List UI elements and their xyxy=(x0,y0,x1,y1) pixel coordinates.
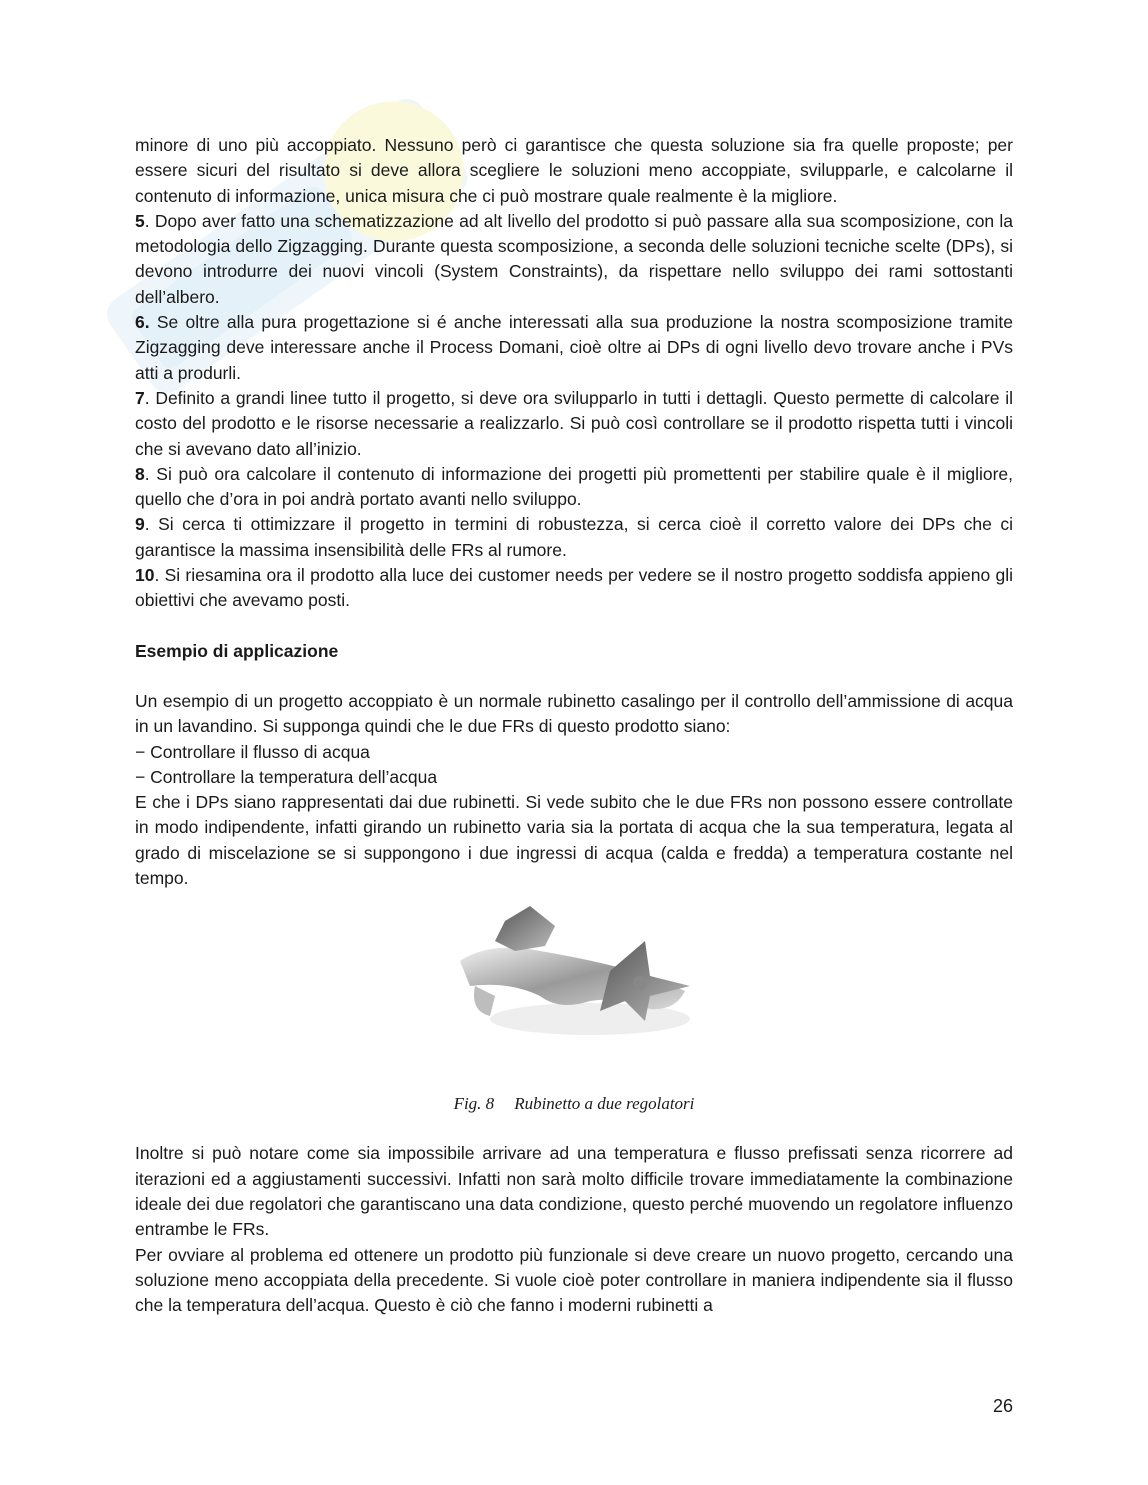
frs-list-item-2: − Controllare la temperatura dell’acqua xyxy=(135,766,438,787)
page-number: 26 xyxy=(992,1396,1013,1416)
example-after-list: E che i DPs siano rappresentati dai due rubinetti. Si vede subito che le due FRs non possono essere controllate in modo indipendente, infatti girando un rubinetto varia sia la portata di acqua che la sua temperatura, legata al grado di miscelazione se si suppongono i due ingressi di acqua (calda e fredda) a temperatura costante nel tempo. xyxy=(135,792,1013,889)
faucet-image xyxy=(450,901,700,1041)
frs-list-item-1: − Controllare il flusso di acqua xyxy=(135,741,370,762)
figure-label: Fig. 8 xyxy=(453,1094,495,1114)
paragraph-step-7: 7. Definito a grandi linee tutto il progetto, si deve ora svilupparlo in tutti i dettagli. Questo permette di calcolare il costo del prodotto e le risorse necessarie a realizzarlo. Si può così controllare se il prodotto rispetta tutti i vincoli che si avevano dato all’inizio. xyxy=(135,387,1013,459)
paragraph-step-6: 6. Se oltre alla pura progettazione si é anche interessati alla sua produzione la nostra scomposizione tramite Zigzagging deve interessare anche il Process Domani, cioè oltre ai DPs di ogni livello devo trovare anche i PVs atti a produrli. xyxy=(135,312,1013,383)
paragraph-step-9: 9. Si cerca ti ottimizzare il progetto in termini di robustezza, si cerca cioè il corretto valore dei DPs che ci garantisce la massima insensibilità delle FRs al rumore. xyxy=(135,514,1013,560)
section-heading: Esempio di applicazione xyxy=(135,640,339,661)
figure-caption xyxy=(135,1091,1013,1116)
paragraph-step-5: 5. Dopo aver fatto una schematizzazione ad alt livello del prodotto si può passare alla sua scomposizione, con la metodologia dello Zigzagging. Durante questa scomposizione, a seconda delle soluzioni tecniche scelte (DPs), si devono introdurre dei nuovi vincoli (System Constraints), da rispettare nello sviluppo dei rami sottostanti dell’albero. xyxy=(135,210,1013,307)
paragraph-step-8: 8. Si può ora calcolare il contenuto di informazione dei progetti più promettenti per stabilire quale è il migliore, quello che d’ora in poi andrà portato avanti nello sviluppo. xyxy=(135,463,1013,510)
example-intro: Un esempio di un progetto accoppiato è un normale rubinetto casalingo per il controllo dell’ammissione di acqua in un lavandino. Si supponga quindi che le due FRs di questo prodotto siano: xyxy=(135,690,1013,737)
paragraph-bottom-1: Inoltre si può notare come sia impossibile arrivare ad una temperatura e flusso prefissati senza ricorrere ad iterazioni ed a aggiustamenti successivi. Infatti non sarà molto difficile trovare immediatamente la combinazione ideale dei due regolatori che garantiscano una data condizione, questo perché muovendo un regolatore influenzo entrambe le FRs. xyxy=(135,1143,1013,1240)
paragraph-bottom-2: Per ovviare al problema ed ottenere un prodotto più funzionale si deve creare un nuovo progetto, cercando una soluzione meno accoppiata della precedente. Si vuole cioè poter controllare in maniera indipendente sia il flusso che la temperatura dell’acqua. Questo è ciò che fanno i moderni rubinetti a xyxy=(135,1244,1013,1316)
paragraph-step-10: 10. Si riesamina ora il prodotto alla luce dei customer needs per vedere se il nostro progetto soddisfa appieno gli obiettivi che avevamo posti. xyxy=(135,565,1013,611)
figure-faucet xyxy=(135,901,1013,1141)
figure-caption-text: Rubinetto a due regolatori xyxy=(514,1094,695,1114)
paragraph-intro: minore di uno più accoppiato. Nessuno però ci garantisce che questa soluzione sia fra quelle proposte; per essere sicuri del risultato si deve allora scegliere le soluzioni meno accoppiate, svilupparle, e calcolarne il contenuto di informazione, unica misura che ci può mostrare quale realmente è la migliore. xyxy=(135,135,1013,206)
page-content xyxy=(135,133,1013,1318)
